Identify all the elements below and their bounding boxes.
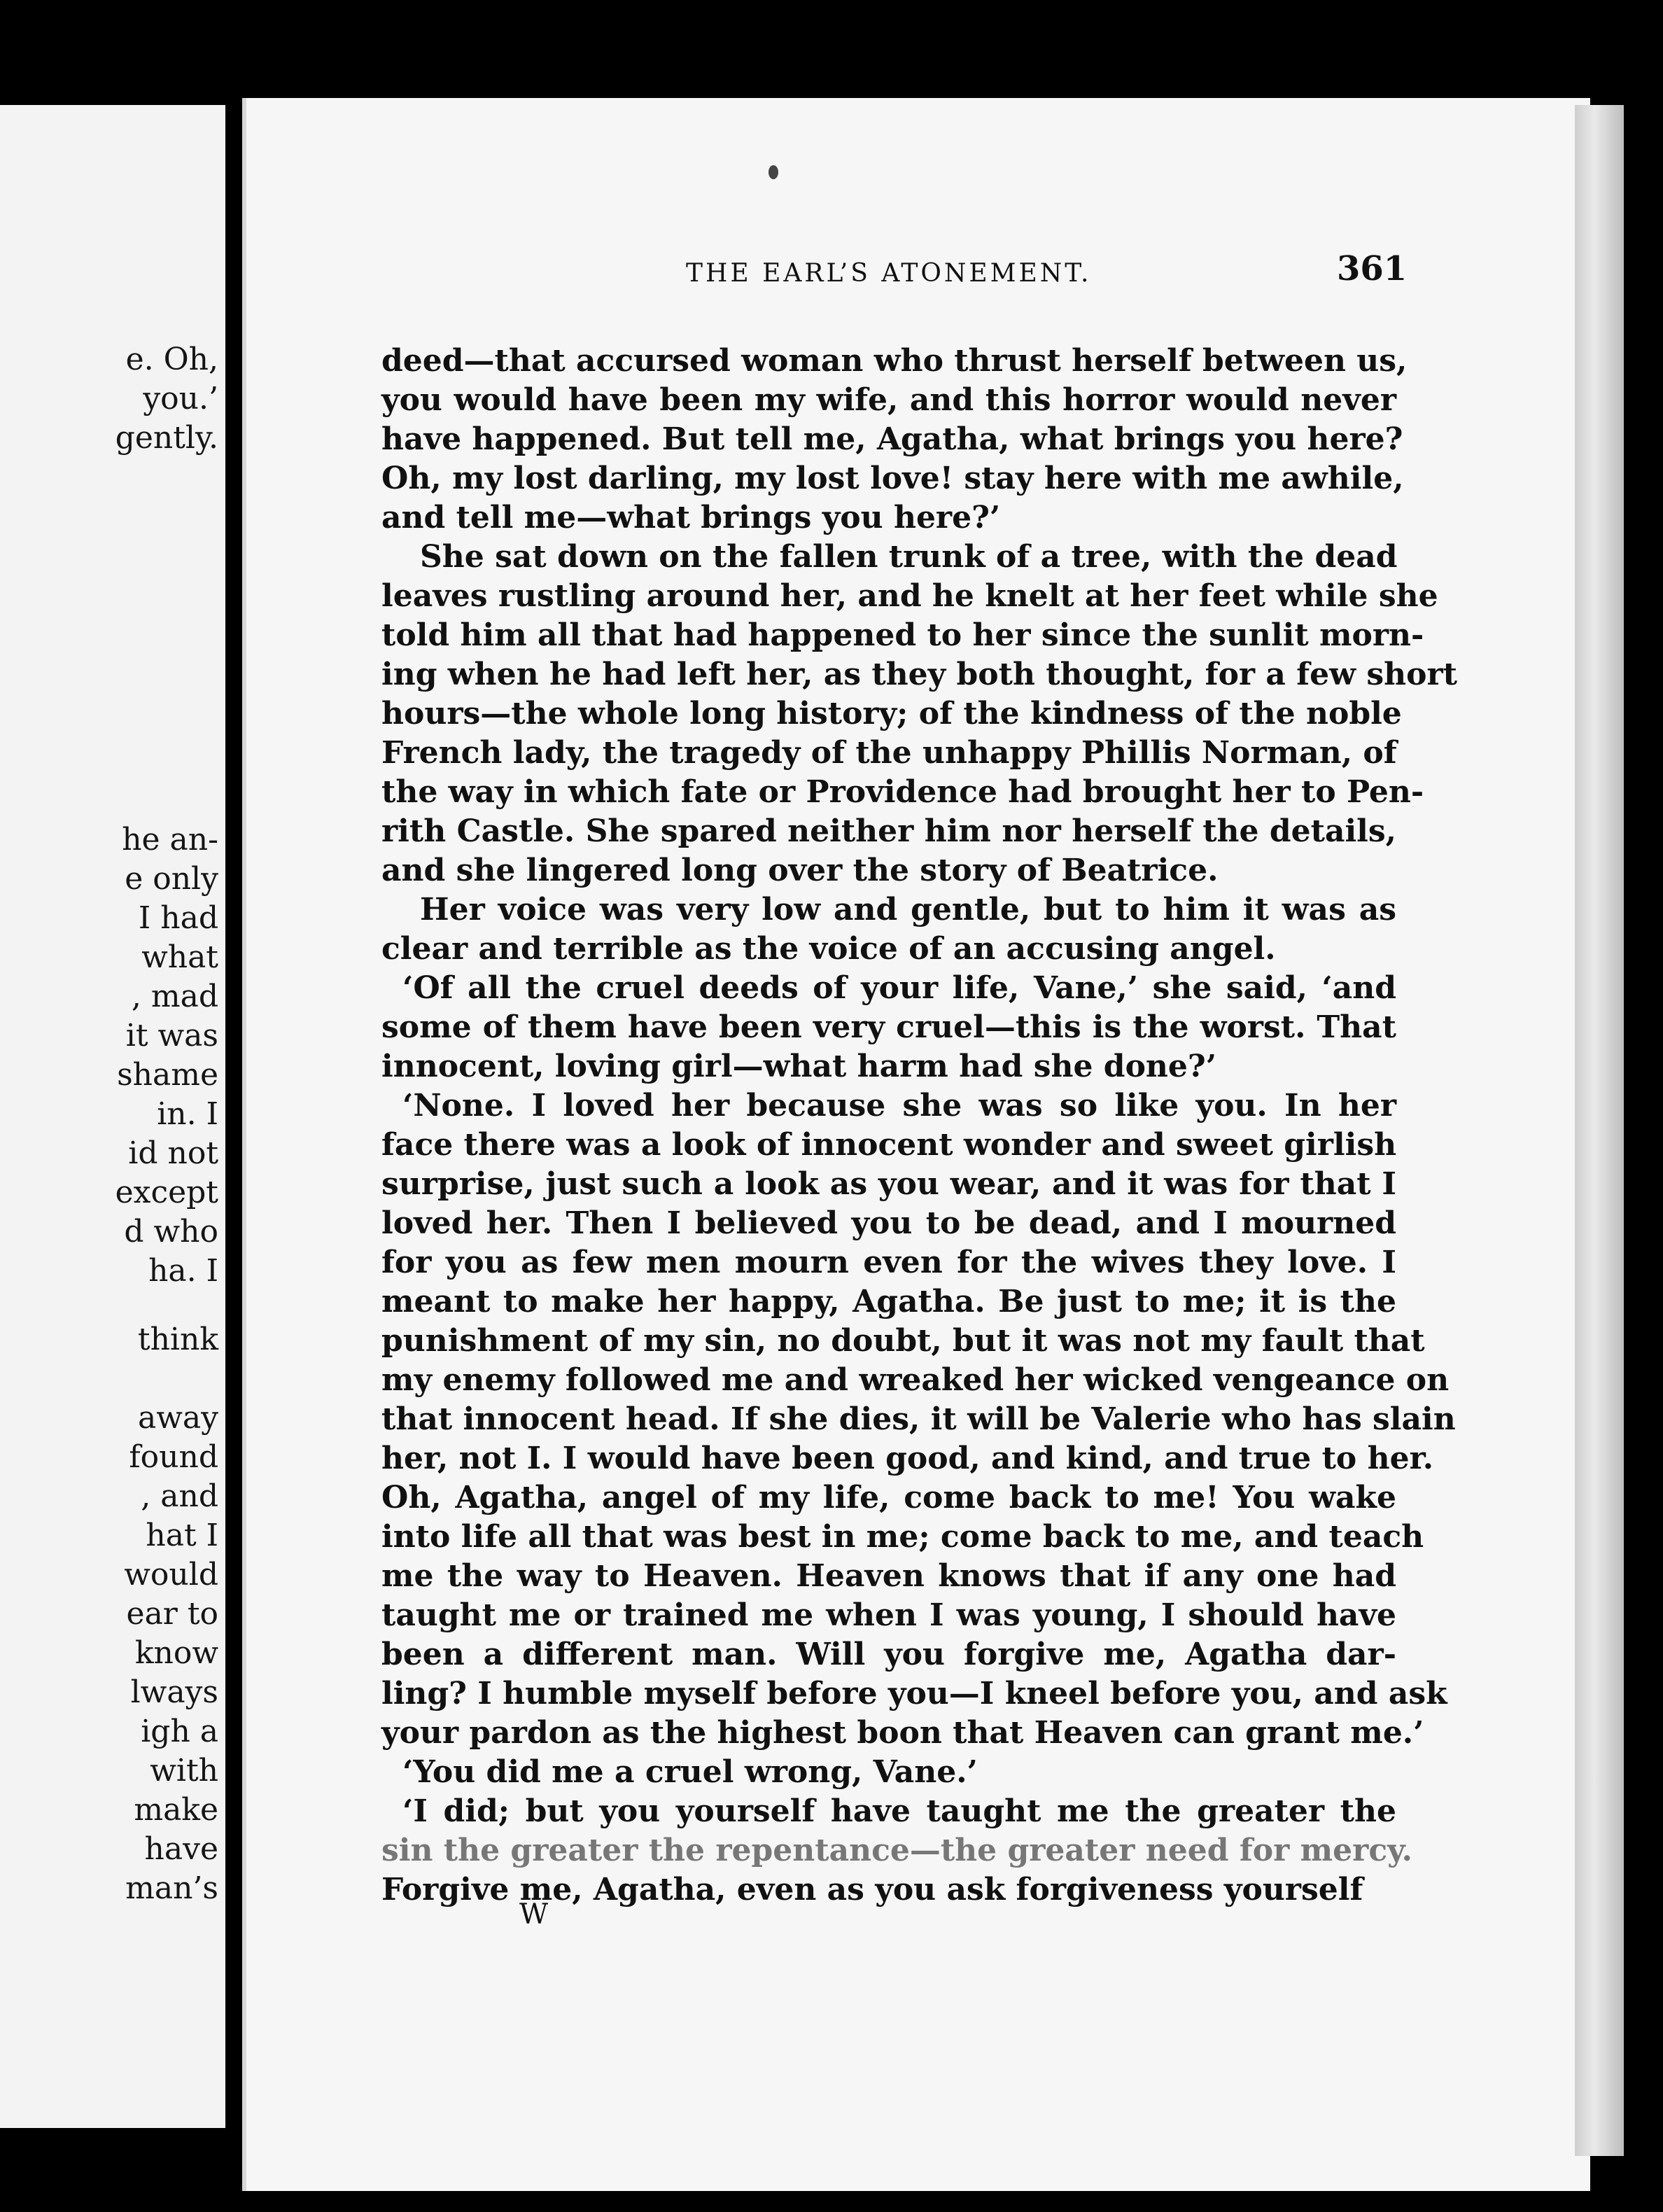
- left-line: make: [134, 1792, 218, 1828]
- text-line: clear and terrible as the voice of an accusing angel.: [381, 931, 1276, 967]
- left-line: in. I: [157, 1096, 218, 1132]
- left-line: it was: [125, 1018, 218, 1054]
- dust-speck: [769, 165, 778, 179]
- text-line: meant to make her happy, Agatha. Be just to me; it is the: [381, 1284, 1396, 1320]
- text-line: for you as few men mourn even for the wives they love. I: [381, 1245, 1396, 1280]
- left-line: id not: [128, 1135, 218, 1171]
- text-line: you would have been my wife, and this horror would never: [381, 382, 1396, 418]
- left-line: lways: [130, 1674, 218, 1710]
- left-line: I had: [138, 900, 218, 936]
- text-line: your pardon as the highest boon that Heaven can grant me.’: [381, 1715, 1424, 1751]
- left-line: d who: [124, 1214, 218, 1250]
- text-line: been a different man. Will you forgive me, Agatha dar-: [381, 1637, 1396, 1672]
- left-line: igh a: [141, 1714, 218, 1749]
- text-line: punishment of my sin, no doubt, but it was not my fault that: [381, 1323, 1425, 1359]
- paragraph-start: ‘None. I loved her because she was so like you. In her: [402, 1088, 1396, 1124]
- text-line: rith Castle. She spared neither him nor herself the details,: [381, 813, 1396, 849]
- text-line: Oh, my lost darling, my lost love! stay here with me awhile,: [381, 461, 1404, 496]
- left-line: gently.: [115, 420, 218, 456]
- paragraph-start: ‘Of all the cruel deeds of your life, Vane,’ she said, ‘and: [402, 970, 1396, 1006]
- left-line: ha. I: [148, 1253, 218, 1289]
- left-line: would: [124, 1557, 218, 1592]
- left-line: you.’: [143, 381, 218, 416]
- left-line: he an-: [122, 822, 218, 858]
- text-line: loved her. Then I believed you to be dead, and I mourned: [381, 1205, 1396, 1241]
- text-line: her, not I. I would have been good, and kind, and true to her.: [381, 1441, 1434, 1476]
- text-line: have happened. But tell me, Agatha, what brings you here?: [381, 421, 1403, 457]
- left-line: shame: [117, 1057, 218, 1093]
- text-line: ling? I humble myself before you—I kneel before you, and ask: [381, 1676, 1447, 1712]
- left-line: think: [137, 1322, 218, 1357]
- text-line: ing when he had left her, as they both thought, for a few short: [381, 657, 1457, 692]
- text-line: Forgive me, Agatha, even as you ask forgiveness yourself: [381, 1872, 1363, 1907]
- paragraph-start: Her voice was very low and gentle, but to him it was as: [420, 892, 1396, 927]
- text-line-faded: sin the greater the repentance—the greater need for mercy.: [381, 1833, 1412, 1868]
- left-line: with: [150, 1753, 218, 1788]
- running-head: THE EARL’S ATONEMENT.: [686, 259, 1092, 288]
- left-line: man’s: [125, 1870, 218, 1906]
- left-line: know: [134, 1635, 218, 1671]
- text-line: some of them have been very cruel—this is the worst. That: [381, 1009, 1396, 1045]
- left-page-fragment: [0, 105, 225, 2128]
- text-line: me the way to Heaven. Heaven knows that if any one had: [381, 1558, 1396, 1594]
- page-number: 361: [1337, 249, 1408, 288]
- left-line: e only: [125, 861, 218, 897]
- page-edge-stack: [1575, 105, 1624, 2156]
- text-line: surprise, just such a look as you wear, and it was for that I: [381, 1166, 1396, 1202]
- left-line: away: [138, 1400, 218, 1436]
- left-line: except: [115, 1175, 218, 1210]
- text-line: leaves rustling around her, and he knelt at her feet while she: [381, 578, 1438, 614]
- left-line: e. Oh,: [125, 342, 218, 377]
- left-line: found: [129, 1439, 218, 1475]
- text-line: Oh, Agatha, angel of my life, come back to me! You wake: [381, 1480, 1396, 1516]
- text-line: innocent, loving girl—what harm had she done?’: [381, 1049, 1217, 1084]
- text-line: face there was a look of innocent wonder and sweet girlish: [381, 1127, 1397, 1163]
- left-line: hat I: [146, 1518, 218, 1553]
- left-line: ear to: [126, 1596, 218, 1632]
- text-line: the way in which fate or Providence had brought her to Pen-: [381, 774, 1424, 810]
- text-line: deed—that accursed woman who thrust herself between us,: [381, 343, 1408, 379]
- left-line: what: [141, 939, 218, 975]
- text-line: and she lingered long over the story of Beatrice.: [381, 853, 1219, 888]
- text-line: my enemy followed me and wreaked her wicked vengeance on: [381, 1362, 1450, 1398]
- paragraph-start: ‘I did; but you yourself have taught me the greater the: [402, 1793, 1396, 1829]
- paragraph-start: She sat down on the fallen trunk of a tree, with the dead: [420, 539, 1398, 575]
- left-line: , mad: [131, 979, 218, 1014]
- text-line: into life all that was best in me; come back to me, and teach: [381, 1519, 1424, 1555]
- text-line: French lady, the tragedy of the unhappy Phillis Norman, of: [381, 735, 1397, 771]
- text-line: hours—the whole long history; of the kindness of the noble: [381, 696, 1402, 732]
- left-line: , and: [141, 1478, 218, 1514]
- left-line: have: [144, 1831, 218, 1867]
- text-line: taught me or trained me when I was young, I should have: [381, 1597, 1396, 1633]
- text-line: and tell me—what brings you here?’: [381, 500, 1001, 536]
- signature-mark: W: [519, 1898, 549, 1931]
- text-line: told him all that had happened to her since the sunlit morn-: [381, 617, 1424, 653]
- text-line: that innocent head. If she dies, it will be Valerie who has slain: [381, 1401, 1456, 1437]
- paragraph-start: ‘You did me a cruel wrong, Vane.’: [402, 1754, 978, 1790]
